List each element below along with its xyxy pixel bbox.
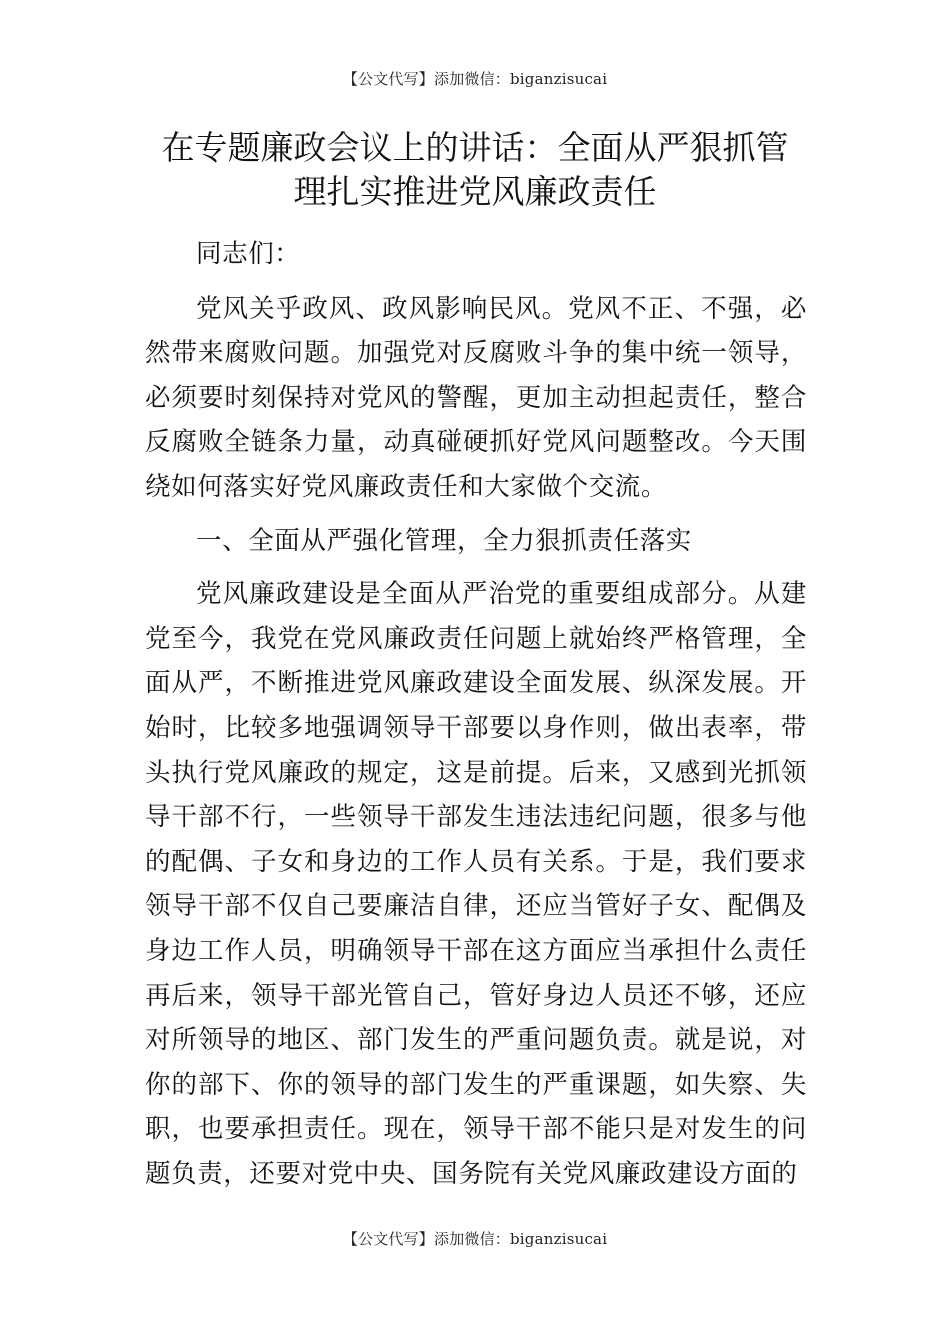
section-heading-1: 一、全面从严强化管理，全力狠抓责任落实 [196, 525, 692, 556]
document-body [145, 232, 807, 1205]
paragraph-section-1: 党风廉政建设是全面从严治党的重要组成部分。从建党至今，我党在党风廉政责任问题上就始终严格管理，全面从严，不断推进党风廉政建设全面发展、纵深发展。开始时，比较多地强调领导干部要以身作则，做出表率，带头执行党风廉政的规定，这是前提。后来，又感到光抓领导干部不行，一些领导干部发生违法违纪问题，很多与他的配偶、子女和身边的工作人员有关系。于是，我们要求领导干部不仅自己要廉洁自律，还应当管好子女、配偶及身边工作人员，明确领导干部在这方面应当承担什么责任再后来，领导干部光管自己，管好身边人员还不够，还应对所领导的地区、部门发生的严重问题负责。就是说，对你的部下、你的领导的部门发生的严重课题，如失察、失职，也要承担责任。现在，领导干部不能只是对发生的问题负责，还要对党中央、国务院有关党风廉政建设方面的 [145, 579, 807, 1189]
paragraph-intro: 党风关乎政风、政风影响民风。党风不正、不强，必然带来腐败问题。加强党对反腐败斗争的集中统一领导，必须要时刻保持对党风的警醒，更加主动担起责任，整合反腐败全链条力量，动真碰硬抓好党风问题整改。今天围绕如何落实好党风廉政责任和大家做个交流。 [145, 293, 807, 502]
header-watermark: 【公文代写】添加微信：biganzisucai [342, 70, 608, 88]
document-title: 在专题廉政会议上的讲话：全面从严狠抓管理扎实推进党风廉政责任 [161, 128, 789, 211]
greeting: 同志们： [196, 239, 301, 269]
footer-watermark: 【公文代写】添加微信：biganzisucai [342, 1230, 608, 1248]
